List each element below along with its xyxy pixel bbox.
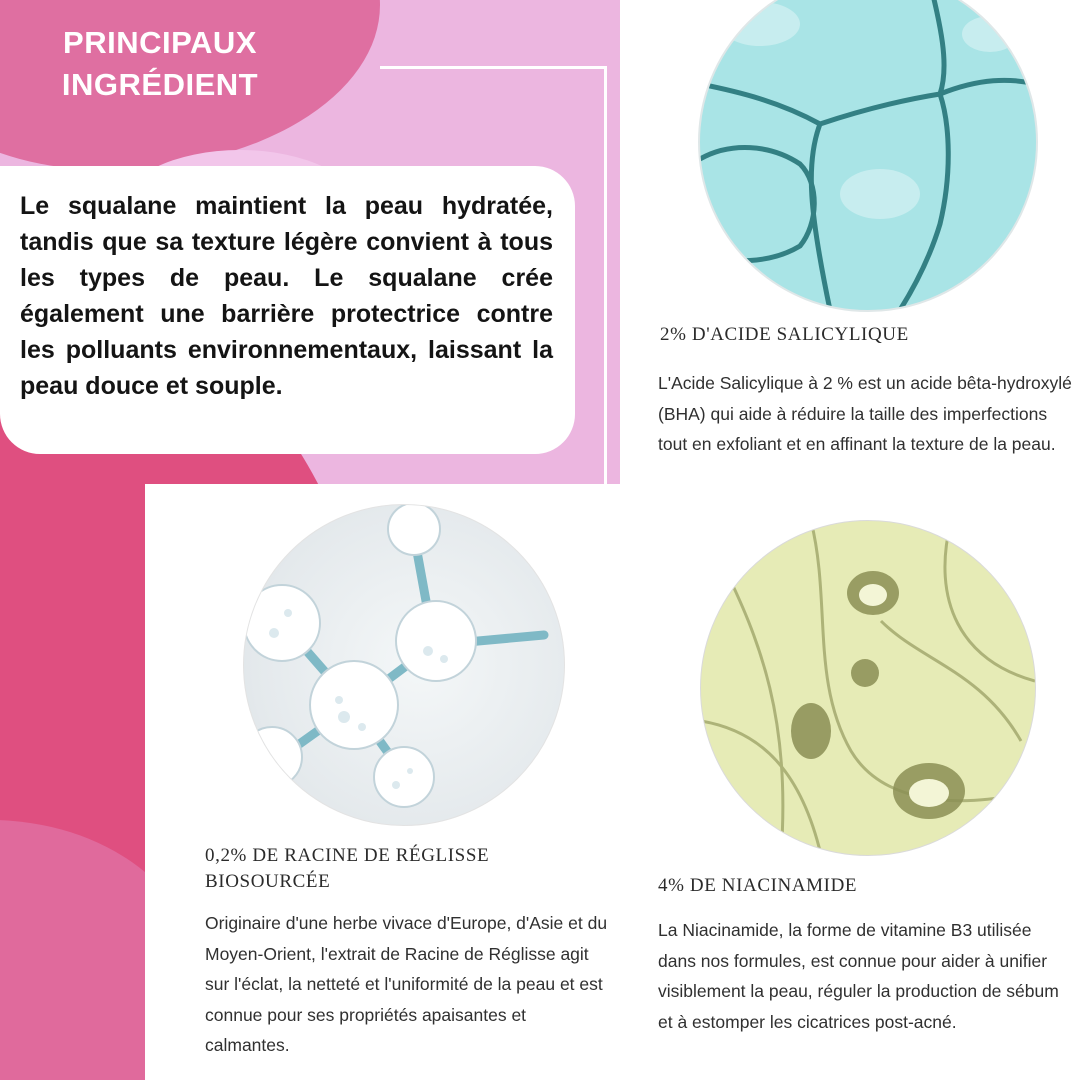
ingredient-card-niacinamide (620, 484, 1080, 1080)
ingredient-name: 2% D'ACIDE SALICYLIQUE (660, 324, 909, 345)
molecule-illustration (244, 505, 564, 825)
page-title: PRINCIPAUX INGRÉDIENT (61, 25, 259, 102)
ingredient-name: 4% DE NIACINAMIDE (658, 875, 858, 896)
ingredient-card-salicylic (620, 0, 1080, 484)
ingredient-name: 0,2% DE RACINE DE RÉGLISSE BIOSOURCÉE (205, 845, 490, 892)
ingredient-description: La Niacinamide, la forme de vitamine B3 utilisée dans nos formules, est connue pour aider à unifier visiblement la peau, réguler la production de sébum et à estomper les cicatrices post-acné. (658, 920, 1059, 1032)
ingredient-description: L'Acide Salicylique à 2 % est un acide bêta-hydroxylé (BHA) qui aide à réduire la taille des imperfections tout en exfoliant et en affinant la texture de la peau. (658, 373, 1072, 454)
ingredient-card-licorice (145, 484, 620, 1080)
yellow-cells-photo (700, 520, 1036, 856)
cyan-bubbles-photo (698, 0, 1038, 312)
bubbles-illustration (700, 0, 1036, 310)
ingredient-description: Originaire d'une herbe vivace d'Europe, d'Asie et du Moyen-Orient, l'extrait de Racine de Réglisse agit sur l'éclat, la netteté et l'uniformité de la peau et est connue pour ses propriétés apaisantes et calmantes. (205, 913, 608, 1055)
molecule-model-photo (243, 504, 565, 826)
intro-text: Le squalane maintient la peau hydratée, tandis que sa texture légère convient à tous les types de peau. Le squalane crée également une barrière protectrice contre les polluants environnementaux, laissant la peau douce et souple. (20, 192, 553, 400)
cells-illustration (701, 521, 1035, 855)
intro-card (0, 166, 575, 454)
